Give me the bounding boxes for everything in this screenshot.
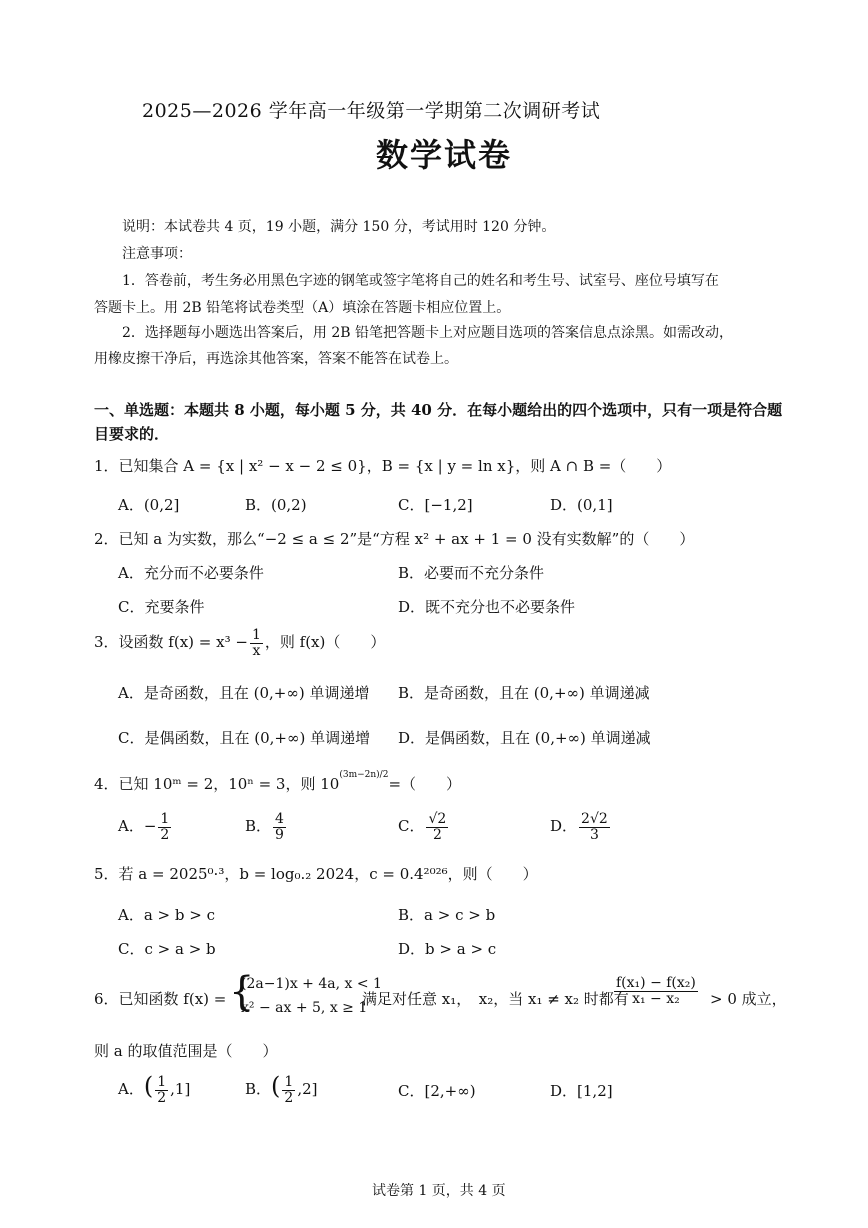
section-heading: 一、单选题：本题共 8 小题，每小题 5 分，共 40 分．在每小题给出的四个选项中，只有一项是符合题 — [94, 401, 783, 419]
q3-fraction-denominator: x — [252, 642, 261, 659]
q6-case-1: (2a−1)x + 4a, x < 1 — [241, 976, 382, 992]
q5-option-b: B．a > c > b — [398, 906, 496, 924]
q4-option-b — [245, 812, 288, 842]
q4-exponent: (3m−2n)/2 — [339, 770, 389, 780]
q2-option-c: C．充要条件 — [118, 598, 205, 616]
q1-option-b: B．(0,2) — [245, 496, 307, 514]
q3-option-a: A．是奇函数，且在 (0,+∞) 单调递增 — [118, 684, 370, 702]
q4-option-a-label: A． — [118, 817, 144, 836]
q6-option-a-open: ( — [143, 1072, 154, 1100]
q6-option-b-close: ,2] — [297, 1080, 318, 1098]
q1-option-d: D．(0,1] — [550, 496, 613, 514]
q4-option-d — [550, 812, 612, 842]
q6-stem-end: > 0 成立， — [710, 990, 787, 1008]
q4-d-denominator: 3 — [589, 826, 599, 843]
exam-description: 说明：本试卷共 4 页，19 小题，满分 150 分，考试用时 120 分钟。 — [122, 219, 556, 235]
q6-stem-line2: 则 a 的取值范围是（ ） — [94, 1042, 278, 1060]
q4-option-b-label: B． — [245, 817, 272, 836]
q6-case-2: x² − ax + 5, x ≥ 1 — [241, 1000, 368, 1016]
q3-fraction-numerator: 1 — [251, 627, 261, 643]
q5-option-d: D．b > a > c — [398, 940, 497, 958]
q3-option-d: D．是偶函数，且在 (0,+∞) 单调递减 — [398, 729, 651, 747]
note-2-cont: 用橡皮擦干净后，再选涂其他答案，答案不能答在试卷上。 — [94, 351, 458, 367]
q6-option-a-close: ,1] — [170, 1080, 191, 1098]
q4-d-numerator: 2√2 — [581, 811, 608, 827]
q3-option-c: C．是偶函数，且在 (0,+∞) 单调递增 — [118, 729, 371, 747]
q4-a-denominator: 2 — [160, 826, 170, 843]
question-3-stem — [94, 628, 385, 658]
q2-option-b: B．必要而不充分条件 — [398, 564, 545, 582]
q4-option-c-label: C． — [398, 817, 425, 836]
q6-fraction — [612, 976, 700, 1006]
q6-option-a — [118, 1072, 190, 1105]
q4-stem-end: =（ ） — [388, 775, 462, 793]
q6-option-b-open: ( — [271, 1072, 281, 1100]
q2-option-d: D．既不充分也不必要条件 — [398, 598, 576, 616]
q4-option-a — [118, 812, 173, 842]
q6-fraction-numerator: f(x₁) − f(x₂) — [616, 975, 696, 991]
q3-stem-start: 3．设函数 f(x) = x³ − — [94, 633, 248, 652]
q2-option-a: A．充分而不必要条件 — [118, 564, 264, 582]
page-title: 数学试卷 — [376, 136, 513, 174]
q6-option-d: D．[1,2] — [550, 1082, 613, 1100]
q4-c-denominator: 2 — [432, 826, 442, 843]
q1-option-c: C．[−1,2] — [398, 496, 473, 514]
q6-option-c: C．[2,+∞) — [398, 1082, 476, 1100]
q6-stem-start: 6．已知函数 f(x) = — [94, 990, 227, 1008]
q6-b-denominator: 2 — [284, 1089, 294, 1106]
q6-fraction-denominator: x₁ − x₂ — [632, 990, 680, 1007]
exam-subtitle: 2025—2026 学年高一年级第一学期第二次调研考试 — [142, 100, 601, 122]
note-2: 2．选择题每小题选出答案后，用 2B 铅笔把答题卡上对应题目选项的答案信息点涂黑。如需改动， — [122, 325, 734, 341]
q3-option-b: B．是奇函数，且在 (0,+∞) 单调递减 — [398, 684, 650, 702]
q1-option-a: A．(0,2] — [118, 496, 180, 514]
q6-a-denominator: 2 — [157, 1089, 167, 1106]
q4-b-numerator: 4 — [275, 811, 284, 827]
note-1: 1．答卷前，考生务必用黑色字迹的钢笔或签字笔将自己的姓名和考生号、试室号、座位号填写在 — [122, 273, 719, 289]
q4-option-d-label: D． — [550, 817, 578, 836]
q6-option-a-label: A． — [118, 1080, 144, 1098]
q4-option-c — [398, 812, 450, 842]
q4-option-a-sign: − — [143, 817, 157, 836]
q3-fraction — [250, 628, 263, 658]
question-5-stem: 5．若 a = 2025⁰·³，b = log₀.₂ 2024，c = 0.4²⁰²⁶，则（ ） — [94, 865, 538, 883]
q3-stem-end: ，则 f(x)（ ） — [264, 633, 386, 652]
q4-stem-start: 4．已知 10ᵐ = 2，10ⁿ = 3，则 10 — [94, 775, 340, 793]
q6-b-numerator: 1 — [284, 1073, 294, 1090]
notes-heading: 注意事项： — [122, 246, 192, 262]
q5-option-c: C．c > a > b — [118, 940, 216, 958]
q4-a-numerator: 1 — [160, 811, 170, 827]
q6-brace-icon: { — [229, 969, 255, 1015]
page-footer: 试卷第 1 页，共 4 页 — [372, 1183, 506, 1199]
q4-b-denominator: 9 — [275, 826, 284, 843]
section-heading-cont: 目要求的． — [94, 425, 170, 443]
q4-c-numerator: √2 — [428, 811, 447, 827]
q6-stem-middle: 满足对任意 x₁， x₂，当 x₁ ≠ x₂ 时都有 — [362, 990, 629, 1008]
question-2-stem: 2．已知 a 为实数，那么“−2 ≤ a ≤ 2”是“方程 x² + ax + 1 = 0 没有实数解”的（ ） — [94, 530, 695, 548]
question-1-stem: 1．已知集合 A = {x | x² − x − 2 ≤ 0}，B = {x | y = ln x}，则 A ∩ B =（ ） — [94, 457, 672, 475]
q5-option-a: A．a > b > c — [118, 906, 215, 924]
q6-option-b-label: B． — [245, 1080, 272, 1098]
note-1-cont: 答题卡上。用 2B 铅笔将试卷类型（A）填涂在答题卡相应位置上。 — [94, 300, 511, 316]
question-4-stem — [94, 770, 462, 794]
q6-option-b — [245, 1072, 318, 1105]
q6-a-numerator: 1 — [157, 1073, 167, 1090]
